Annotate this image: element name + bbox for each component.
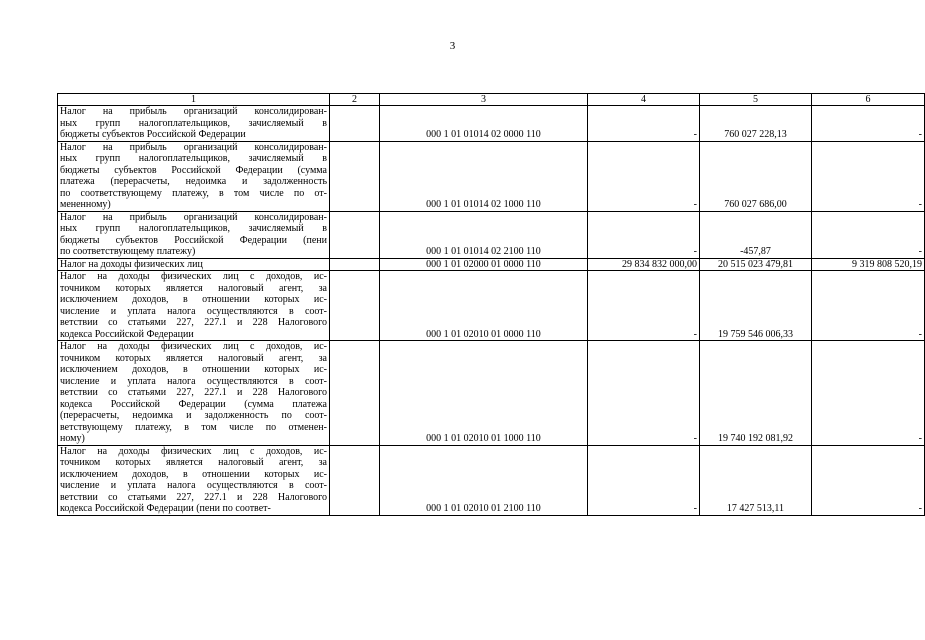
row-name-line: Налог на доходы физических лиц с доходов, ис-	[60, 341, 327, 352]
row-executed-cell: 19 740 192 081,92	[700, 341, 812, 446]
row-name-line: (перерасчеты, недоимка и задолженность по соот-	[60, 410, 327, 421]
row-name-cell	[58, 271, 330, 341]
row-name-cell	[58, 106, 330, 142]
table-row	[58, 258, 925, 271]
row-name-line: ветствии со статьями 227, 227.1 и 228 Налогового	[60, 317, 327, 328]
row-plan-cell: -	[588, 141, 700, 211]
row-col2-cell	[330, 271, 380, 341]
row-plan-cell: 29 834 832 000,00	[588, 258, 700, 271]
row-code-cell: 000 1 01 02010 01 1000 110	[380, 341, 588, 446]
row-name-line: ветствующему платежу, в том числе по отменен-	[60, 421, 327, 433]
row-plan-cell: -	[588, 445, 700, 515]
column-header-4: 4	[588, 94, 700, 106]
row-name-cell	[58, 211, 330, 258]
table-header-row	[58, 94, 925, 106]
row-name-line: мененному)	[60, 199, 111, 210]
row-remaining-cell: -	[812, 141, 925, 211]
row-executed-cell: -457,87	[700, 211, 812, 258]
column-header-1: 1	[58, 94, 330, 106]
row-name-line: бюджеты субъектов Российской Федерации (сумма	[60, 164, 327, 176]
page-number: 3	[449, 40, 456, 52]
row-name-line: Налог на доходы физических лиц с доходов, ис-	[60, 271, 327, 282]
row-name-line: числение и уплата налога осуществляются в соот-	[60, 480, 327, 491]
row-name-line: точником которых является налоговый агент, за	[60, 352, 327, 364]
column-header-3: 3	[380, 94, 588, 106]
row-name-line: бюджеты субъектов Российской Федерации	[60, 129, 246, 140]
row-name-line: кодекса Российской Федерации (сумма платежа	[60, 398, 327, 410]
row-name-line: по соответствующему платежу)	[60, 246, 196, 257]
row-name-line: Налог на прибыль организаций консолидирован-	[60, 211, 327, 223]
row-name-line: Налог на прибыль организаций консолидирован-	[60, 106, 327, 117]
column-header-5: 5	[700, 94, 812, 106]
row-col2-cell	[330, 141, 380, 211]
row-name-cell	[58, 258, 330, 271]
row-code-cell: 000 1 01 01014 02 1000 110	[380, 141, 588, 211]
row-name-line: Налог на прибыль организаций консолидирован-	[60, 141, 327, 153]
table-row	[58, 211, 925, 258]
table-row	[58, 445, 925, 515]
table-row	[58, 106, 925, 142]
row-name-line: платежа (перерасчеты, недоимка и задолженность	[60, 176, 327, 187]
row-plan-cell: -	[588, 211, 700, 258]
row-name-line: точником которых является налоговый агент, за	[60, 282, 327, 294]
row-name-line: исключением доходов, в отношении которых ис-	[60, 294, 327, 305]
row-name-line: кодекса Российской Федерации	[60, 328, 194, 340]
row-name-line: исключением доходов, в отношении которых ис-	[60, 468, 327, 480]
row-name-line: ному)	[60, 433, 85, 444]
row-col2-cell	[330, 341, 380, 446]
row-code-cell: 000 1 01 02010 01 2100 110	[380, 445, 588, 515]
row-remaining-cell: -	[812, 341, 925, 446]
column-header-6: 6	[812, 94, 925, 106]
row-remaining-cell: -	[812, 211, 925, 258]
row-name-line: ветствии со статьями 227, 227.1 и 228 Налогового	[60, 387, 327, 398]
row-col2-cell	[330, 258, 380, 271]
row-executed-cell: 17 427 513,11	[700, 445, 812, 515]
row-col2-cell	[330, 445, 380, 515]
row-name-line: кодекса Российской Федерации (пени по соответ-	[60, 503, 271, 514]
row-name-line: по соответствующему платежу, в том числе по от-	[60, 187, 327, 199]
row-remaining-cell: -	[812, 106, 925, 142]
table-row	[58, 141, 925, 211]
row-remaining-cell: -	[812, 445, 925, 515]
row-plan-cell: -	[588, 271, 700, 341]
row-code-cell: 000 1 01 01014 02 2100 110	[380, 211, 588, 258]
row-executed-cell: 20 515 023 479,81	[700, 258, 812, 271]
row-plan-cell: -	[588, 341, 700, 446]
row-code-cell: 000 1 01 02010 01 0000 110	[380, 271, 588, 341]
row-name-cell	[58, 141, 330, 211]
row-executed-cell: 760 027 228,13	[700, 106, 812, 142]
row-remaining-cell: -	[812, 271, 925, 341]
row-name-line: исключением доходов, в отношении которых ис-	[60, 364, 327, 375]
column-header-2: 2	[330, 94, 380, 106]
row-name-line: ных групп налогоплательщиков, зачисляемый в	[60, 153, 327, 164]
row-code-cell: 000 1 01 01014 02 0000 110	[380, 106, 588, 142]
revenue-table	[57, 93, 925, 516]
row-name-line: числение и уплата налога осуществляются в соот-	[60, 305, 327, 317]
row-executed-cell: 760 027 686,00	[700, 141, 812, 211]
row-col2-cell	[330, 106, 380, 142]
row-name-line: ных групп налогоплательщиков, зачисляемый в	[60, 223, 327, 234]
row-name-line: точником которых является налоговый агент, за	[60, 457, 327, 468]
table-row	[58, 271, 925, 341]
row-name-line: Налог на доходы физических лиц	[60, 258, 203, 270]
row-name-line: Налог на доходы физических лиц с доходов, ис-	[60, 445, 327, 457]
row-name-line: ветствии со статьями 227, 227.1 и 228 Налогового	[60, 491, 327, 503]
table-row	[58, 341, 925, 446]
row-executed-cell: 19 759 546 006,33	[700, 271, 812, 341]
row-name-line: бюджеты субъектов Российской Федерации (пени	[60, 234, 327, 246]
row-remaining-cell: 9 319 808 520,19	[812, 258, 925, 271]
row-col2-cell	[330, 211, 380, 258]
row-name-line: числение и уплата налога осуществляются в соот-	[60, 375, 327, 387]
row-name-cell	[58, 341, 330, 446]
row-name-cell	[58, 445, 330, 515]
row-plan-cell: -	[588, 106, 700, 142]
row-name-line: ных групп налогоплательщиков, зачисляемый в	[60, 117, 327, 129]
row-code-cell: 000 1 01 02000 01 0000 110	[380, 258, 588, 271]
